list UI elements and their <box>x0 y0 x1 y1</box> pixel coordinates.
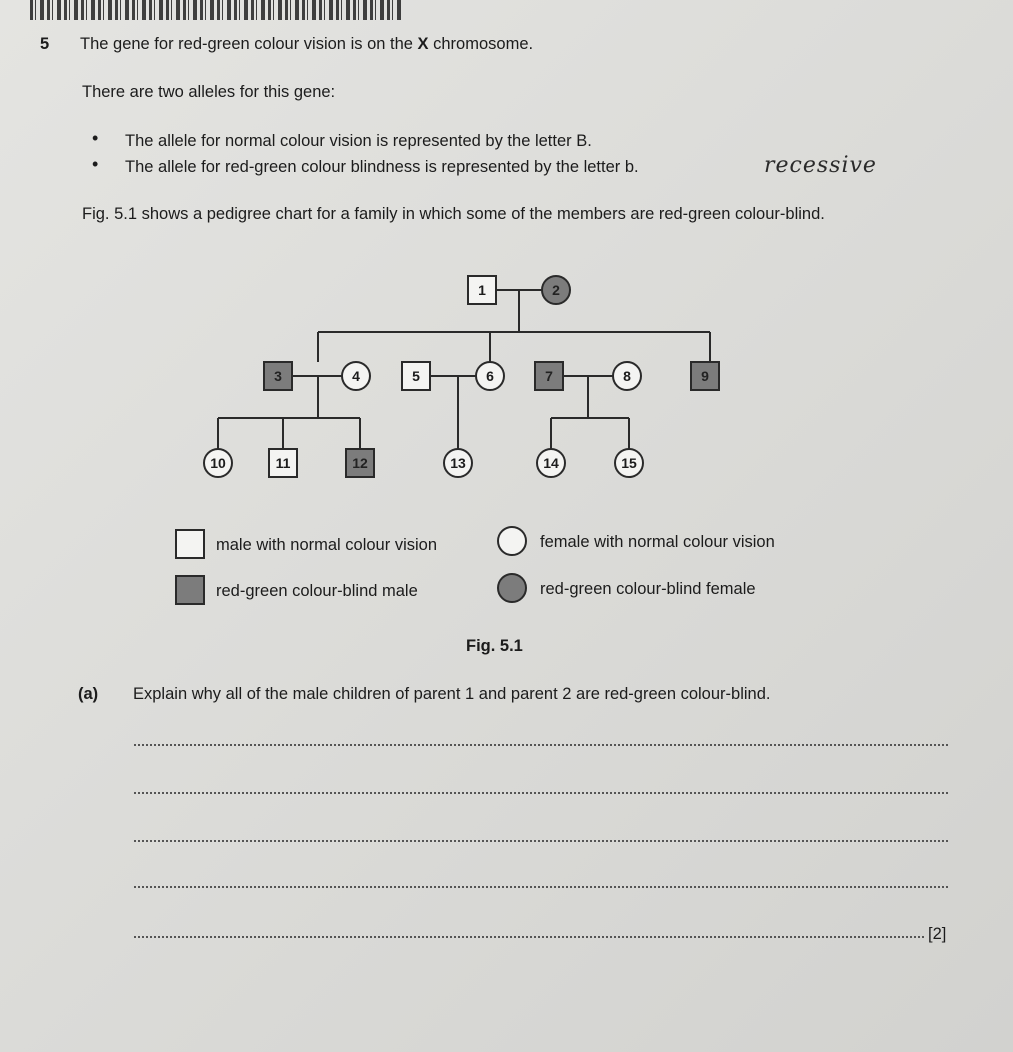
individual-number: 8 <box>623 368 631 384</box>
answer-line[interactable] <box>134 792 948 794</box>
individual-5 <box>402 362 430 390</box>
individual-number: 13 <box>450 455 466 471</box>
legend-female-normal-label: female with normal colour vision <box>540 533 775 551</box>
pedigree-legend <box>176 527 775 604</box>
bullet-colourblind-allele: The allele for red-green colour blindness is represented by the letter b. <box>125 158 639 176</box>
individual-6 <box>476 362 504 390</box>
individual-number: 1 <box>478 282 486 298</box>
figure-intro-paragraph: Fig. 5.1 shows a pedigree chart for a family in which some of the members are red-green colour-blind. <box>82 205 825 223</box>
individual-2 <box>542 276 570 304</box>
individual-3 <box>264 362 292 390</box>
legend-male-normal-label: male with normal colour vision <box>216 536 438 554</box>
answer-line[interactable] <box>134 744 948 746</box>
individual-number: 2 <box>552 282 560 298</box>
marks-label: [2] <box>928 925 947 943</box>
stem-part-1: The gene for red-green colour vision is on the <box>80 35 418 53</box>
individual-number: 7 <box>545 368 553 384</box>
individual-number: 6 <box>486 368 494 384</box>
alleles-intro: There are two alleles for this gene: <box>82 83 336 101</box>
individual-number: 14 <box>543 455 559 471</box>
bullet-icon: • <box>92 128 99 148</box>
legend-male-affected-symbol <box>176 576 204 604</box>
individual-number: 9 <box>701 368 709 384</box>
individual-number: 15 <box>621 455 637 471</box>
legend-male-affected-label: red-green colour-blind male <box>216 582 418 600</box>
bullet-normal-allele: The allele for normal colour vision is represented by the letter B. <box>125 132 592 150</box>
stem-bold-chromosome: X <box>417 35 429 53</box>
individual-13 <box>444 449 472 477</box>
figure-caption: Fig. 5.1 <box>466 637 523 655</box>
handwritten-note: recessive <box>764 153 877 178</box>
individual-11 <box>269 449 297 477</box>
part-a-label: (a) <box>78 685 99 703</box>
individual-4 <box>342 362 370 390</box>
legend-male-normal-symbol <box>176 530 204 558</box>
legend-female-affected-label: red-green colour-blind female <box>540 580 756 598</box>
individual-number: 12 <box>352 455 368 471</box>
individual-number: 3 <box>274 368 282 384</box>
individual-12 <box>346 449 374 477</box>
individual-number: 5 <box>412 368 420 384</box>
bullet-icon: • <box>92 154 99 174</box>
individual-14 <box>537 449 565 477</box>
individual-1 <box>468 276 496 304</box>
individual-7 <box>535 362 563 390</box>
individual-15 <box>615 449 643 477</box>
question-number: 5 <box>40 35 50 53</box>
legend-female-affected-symbol <box>498 574 526 602</box>
legend-female-normal-symbol <box>498 527 526 555</box>
individual-number: 11 <box>275 455 291 471</box>
part-a-question: Explain why all of the male children of parent 1 and parent 2 are red-green colour-blind. <box>133 685 771 703</box>
individual-number: 4 <box>352 368 360 384</box>
individual-number: 10 <box>210 455 226 471</box>
individual-9 <box>691 362 719 390</box>
answer-line[interactable] <box>134 936 924 938</box>
individual-10 <box>204 449 232 477</box>
individual-8 <box>613 362 641 390</box>
stem-part-2: chromosome. <box>428 35 534 53</box>
answer-line[interactable] <box>134 840 948 842</box>
answer-line[interactable] <box>134 886 948 888</box>
